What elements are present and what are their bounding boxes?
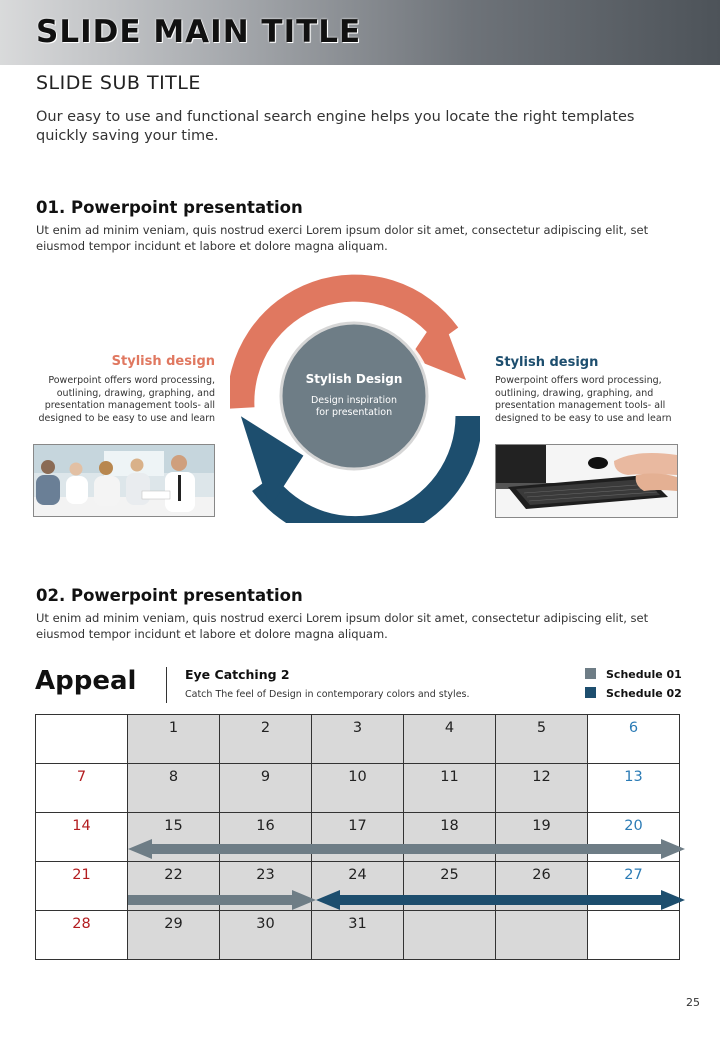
- calendar-table: [35, 714, 680, 960]
- calendar-cell: 8: [128, 764, 220, 813]
- keyboard-photo: [495, 444, 678, 518]
- calendar-cell: 6: [588, 715, 680, 764]
- center-title: Stylish Design: [305, 372, 403, 386]
- calendar-row: [36, 764, 680, 813]
- calendar-cell: 23: [220, 862, 312, 911]
- calendar-cell: 7: [36, 764, 128, 813]
- calendar-row: [36, 911, 680, 960]
- calendar-cell: 16: [220, 813, 312, 862]
- legend-label-02: Schedule 02: [606, 687, 682, 700]
- left-text: Powerpoint offers word processing, outlining, drawing, graphing, and presentation management tools- all designed to be easy to use and learn: [38, 375, 215, 424]
- section1-title: 01. Powerpoint presentation: [36, 198, 303, 217]
- calendar-cell: 21: [36, 862, 128, 911]
- appeal-label: Appeal: [35, 666, 137, 696]
- calendar-cell: 3: [312, 715, 404, 764]
- calendar-cell: [404, 911, 496, 960]
- calendar-cell: 14: [36, 813, 128, 862]
- legend-schedule-02: [585, 687, 682, 700]
- section2-title: 02. Powerpoint presentation: [36, 586, 303, 605]
- left-heading: Stylish design: [111, 354, 215, 369]
- calendar-cell: 2: [220, 715, 312, 764]
- calendar-cell: 31: [312, 911, 404, 960]
- legend-schedule-01: [585, 668, 682, 681]
- calendar-cell: 11: [404, 764, 496, 813]
- calendar-cell: [588, 911, 680, 960]
- legend-label-01: Schedule 01: [606, 668, 682, 681]
- appeal-text: Catch The feel of Design in contemporary colors and styles.: [185, 689, 470, 700]
- calendar-cell: 4: [404, 715, 496, 764]
- calendar-cell: 5: [496, 715, 588, 764]
- legend-swatch-02: [585, 687, 596, 698]
- calendar-cell: 25: [404, 862, 496, 911]
- calendar-cell: 30: [220, 911, 312, 960]
- right-heading: Stylish design: [495, 355, 599, 370]
- calendar-cell: 24: [312, 862, 404, 911]
- calendar-cell: 13: [588, 764, 680, 813]
- calendar-cell: 28: [36, 911, 128, 960]
- calendar-cell: 10: [312, 764, 404, 813]
- appeal-divider: [166, 667, 167, 703]
- calendar-row: [36, 715, 680, 764]
- calendar-cell: 29: [128, 911, 220, 960]
- center-text: Design inspiration for presentation: [310, 395, 398, 418]
- calendar-cell: 1: [128, 715, 220, 764]
- calendar-cell: [496, 911, 588, 960]
- calendar-cell: 12: [496, 764, 588, 813]
- calendar-cell: 27: [588, 862, 680, 911]
- page-subtitle: SLIDE SUB TITLE: [36, 72, 201, 94]
- calendar-cell: 9: [220, 764, 312, 813]
- calendar-cell: 20: [588, 813, 680, 862]
- right-text: Powerpoint offers word processing, outlining, drawing, graphing, and presentation management tools- all designed to be easy to use and learn: [495, 375, 672, 424]
- section1-body: Ut enim ad minim veniam, quis nostrud exerci Lorem ipsum dolor sit amet, consectetur adipiscing elit, set eiusmod tempor incidunt et labore et dolore magna aliquam.: [36, 223, 649, 253]
- calendar-cell: 15: [128, 813, 220, 862]
- calendar-cell: [36, 715, 128, 764]
- calendar-cell: 17: [312, 813, 404, 862]
- meeting-photo: [33, 444, 215, 517]
- page-number: 25: [686, 996, 700, 1009]
- calendar-cell: 22: [128, 862, 220, 911]
- calendar-cell: 19: [496, 813, 588, 862]
- calendar-cell: 26: [496, 862, 588, 911]
- calendar-cell: 18: [404, 813, 496, 862]
- legend-swatch-01: [585, 668, 596, 679]
- calendar-row: [36, 862, 680, 911]
- appeal-heading: Eye Catching 2: [185, 667, 290, 682]
- section2-body: Ut enim ad minim veniam, quis nostrud exerci Lorem ipsum dolor sit amet, consectetur adipiscing elit, set eiusmod tempor incidunt et labore et dolore magna aliquam.: [36, 611, 649, 641]
- calendar-row: [36, 813, 680, 862]
- intro-text: Our easy to use and functional search engine helps you locate the right templates quickly saving your time.: [36, 109, 635, 144]
- page-title: SLIDE MAIN TITLE: [36, 14, 362, 50]
